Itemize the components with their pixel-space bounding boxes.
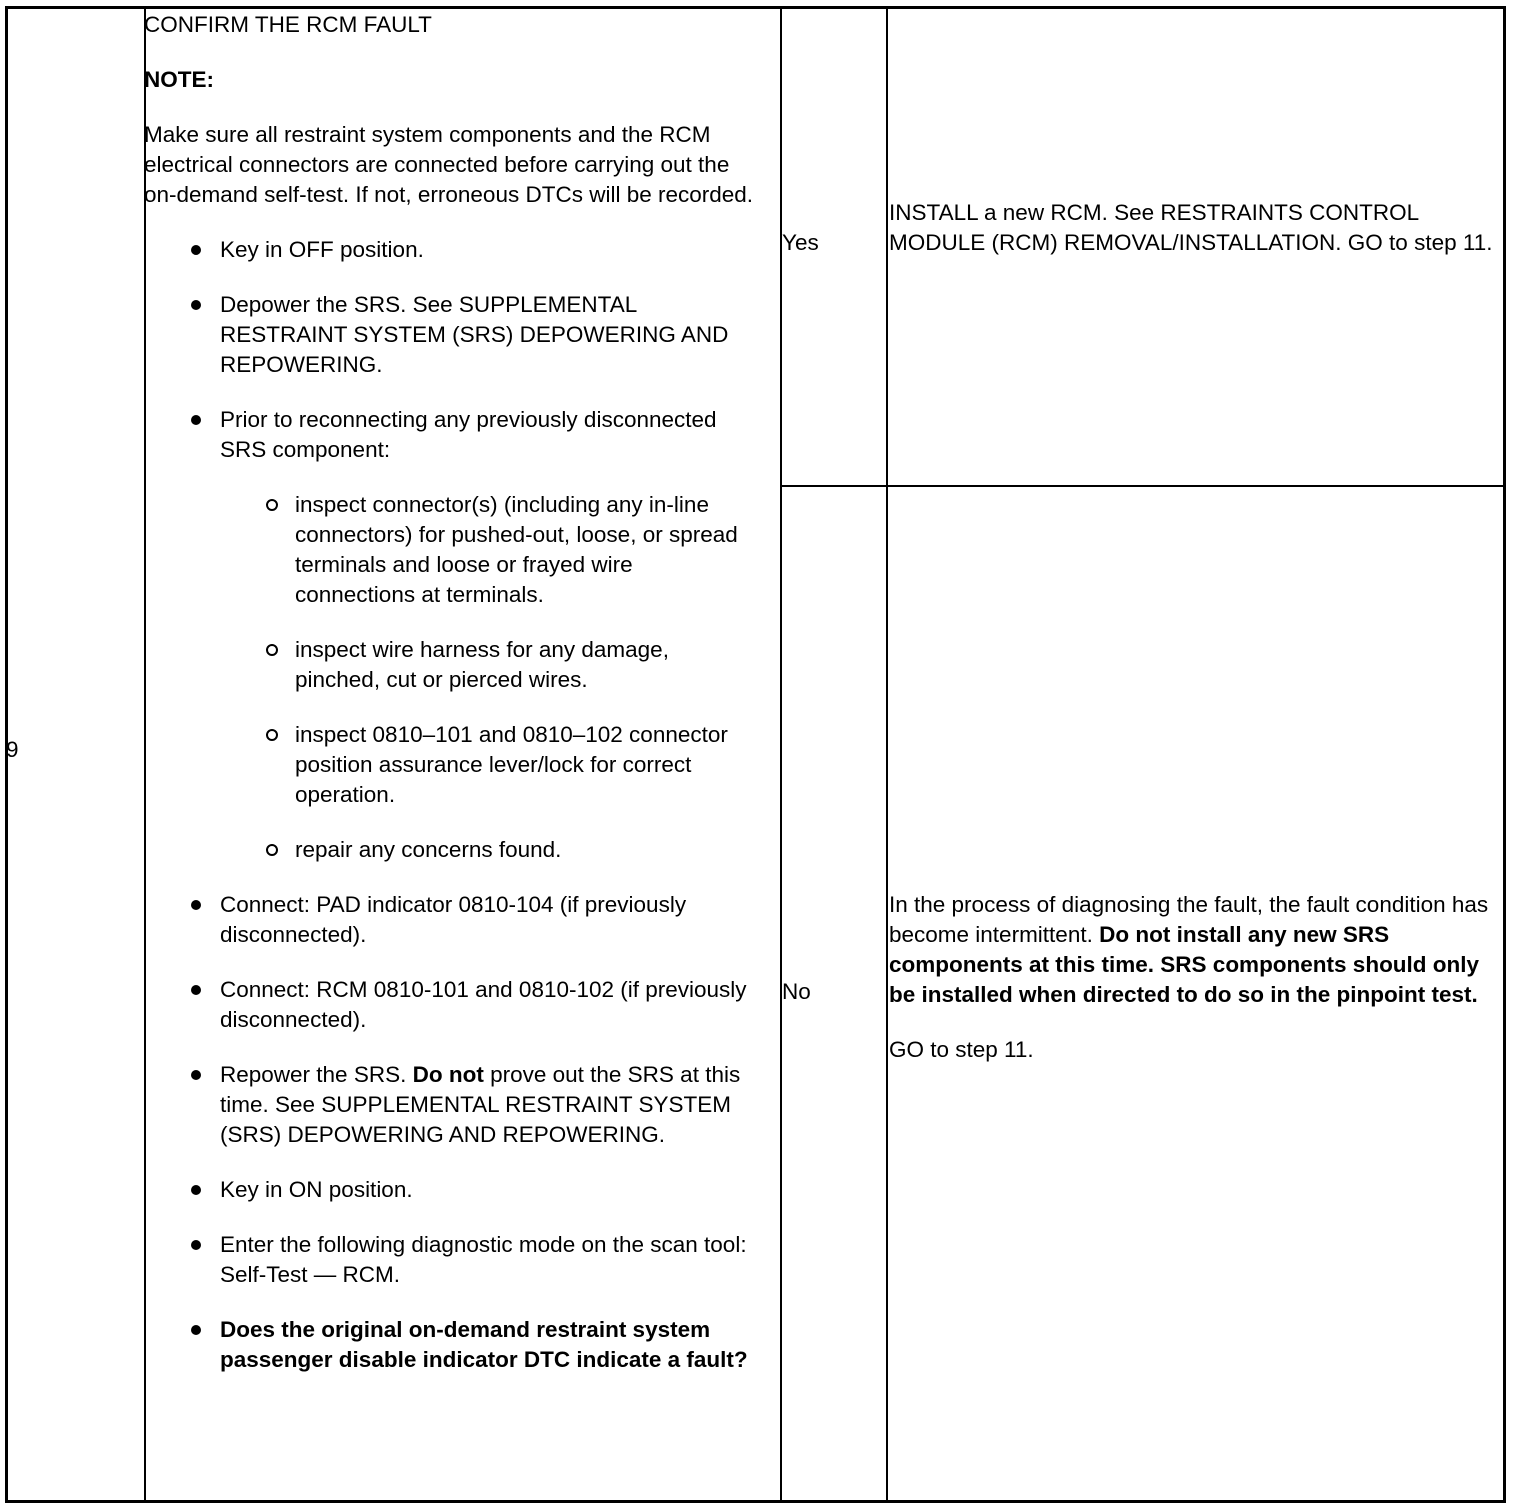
result-no-label: No [782, 979, 811, 1004]
no-action-goto: GO to step 11. [889, 1037, 1034, 1062]
list-item [144, 1175, 754, 1205]
text-run: In the process of diagnosing the fault, the fault condition has become intermittent. [889, 892, 1489, 947]
list-item [144, 1315, 754, 1375]
note-text: Make sure all restraint system components and the RCM electrical connectors are connected before carrying out the on-demand self-test. If not, erroneous DTCs will be recorded. [144, 122, 754, 207]
sub-list-item [144, 635, 754, 695]
sub-list-item [144, 720, 754, 810]
step-title: CONFIRM THE RCM FAULT [144, 12, 432, 37]
list-item [144, 405, 754, 465]
sub-list-item [144, 835, 754, 865]
step-number: 9 [6, 737, 19, 762]
test-question: Does the original on-demand restraint system passenger disable indicator DTC indicate a fault? [220, 1317, 748, 1372]
bullet-icon [191, 415, 201, 425]
result-no-action [889, 890, 1494, 1090]
no-action-text [889, 890, 1494, 1010]
test-procedure [144, 10, 754, 1400]
text-run: prove out the SRS at this time. See SUPPLEMENTAL RESTRAINT SYSTEM (SRS) DEPOWERING AND REPOWERING. [220, 1062, 741, 1147]
sub-list-item [144, 490, 754, 610]
hollow-bullet-icon [266, 499, 278, 511]
result-yes-action: INSTALL a new RCM. See RESTRAINTS CONTROL MODULE (RCM) REMOVAL/INSTALLATION. GO to step 11. [889, 200, 1493, 255]
bullet-icon [191, 300, 201, 310]
sub-list-item-text: repair any concerns found. [295, 837, 562, 862]
list-item-text [220, 1062, 740, 1147]
list-item [144, 235, 754, 265]
list-item [144, 1230, 754, 1290]
list-item [144, 290, 754, 380]
list-item [144, 890, 754, 950]
text-run: Repower the SRS. [220, 1062, 413, 1087]
row-divider [780, 485, 1503, 487]
hollow-bullet-icon [266, 844, 278, 856]
column-divider [886, 9, 888, 1500]
list-item-text: Prior to reconnecting any previously disconnected SRS component: [220, 407, 717, 462]
bold-text-run: Do not install any new SRS components at this time. SRS components should only be installed when directed to do so in the pinpoint test. [889, 922, 1480, 1007]
list-item-text: Key in OFF position. [220, 237, 424, 262]
bullet-icon [191, 245, 201, 255]
hollow-bullet-icon [266, 729, 278, 741]
list-item [144, 1060, 754, 1150]
sub-list-item-text: inspect connector(s) (including any in-line connectors) for pushed-out, loose, or spread terminals and loose or frayed wire connections at terminals. [295, 492, 738, 607]
bold-text-run: Do not [412, 1062, 484, 1087]
bullet-icon [191, 1070, 201, 1080]
list-item-text: Enter the following diagnostic mode on the scan tool: Self-Test — RCM. [220, 1232, 747, 1287]
result-yes-label: Yes [782, 230, 819, 255]
bullet-icon [191, 1325, 201, 1335]
list-item-text: Depower the SRS. See SUPPLEMENTAL RESTRAINT SYSTEM (SRS) DEPOWERING AND REPOWERING. [220, 292, 729, 377]
hollow-bullet-icon [266, 644, 278, 656]
bullet-icon [191, 985, 201, 995]
bullet-icon [191, 900, 201, 910]
sub-list-item-text: inspect 0810–101 and 0810–102 connector position assurance lever/lock for correct operation. [295, 722, 728, 807]
list-item-text: Key in ON position. [220, 1177, 413, 1202]
sub-list-item-text: inspect wire harness for any damage, pinched, cut or pierced wires. [295, 637, 669, 692]
list-item [144, 975, 754, 1035]
bullet-icon [191, 1240, 201, 1250]
list-item-text: Connect: RCM 0810-101 and 0810-102 (if previously disconnected). [220, 977, 747, 1032]
list-item-text: Connect: PAD indicator 0810-104 (if previously disconnected). [220, 892, 687, 947]
bullet-icon [191, 1185, 201, 1195]
note-label: NOTE: [144, 67, 214, 92]
